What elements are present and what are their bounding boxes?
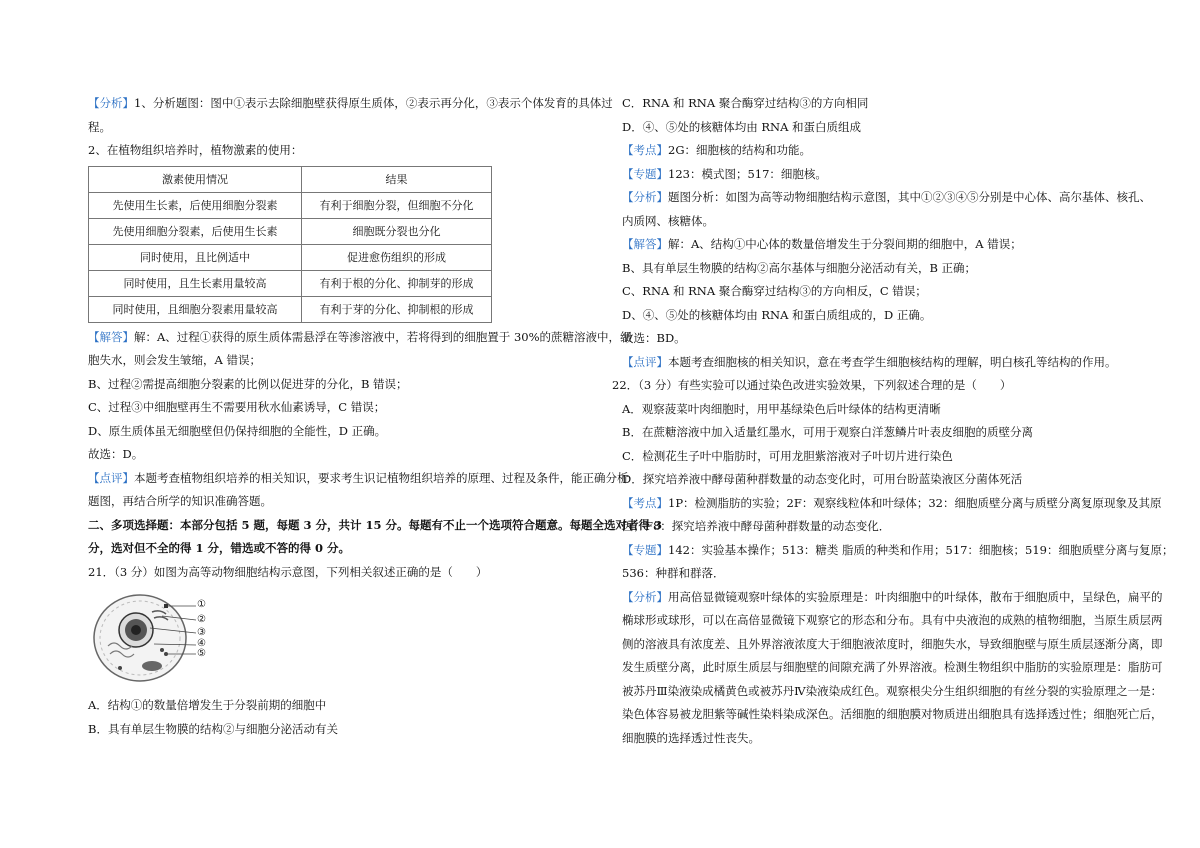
analysis-line-2: 程。	[88, 119, 111, 134]
comment-line-1: 【点评】本题考查植物组织培养的相关知识，要求考生识记植物组织培养的原理、过程及条件，能正确分析	[88, 470, 629, 485]
table-cell: 同时使用，且比例适中	[89, 244, 302, 270]
figure-label-1: ①	[197, 599, 206, 610]
table-cell: 同时使用，且生长素用量较高	[89, 270, 302, 296]
option-b: B．具有单层生物膜的结构②与细胞分泌活动有关	[88, 721, 338, 736]
kaodian2-line-2: 因；F8：探究培养液中酵母菌种群数量的动态变化．	[622, 519, 891, 533]
analysis2-line-1: 【分析】用高倍显微镜观察叶绿体的实验原理是：叶肉细胞中的叶绿体，散布于细胞质中，呈绿色，扁平的	[622, 589, 1163, 604]
analysis2-line-3: 侧的溶液具有浓度差、且外界溶液浓度大于细胞液浓度时，细胞失水，导致细胞壁与原生质层逐渐分离，即	[622, 636, 1163, 651]
figure-label-5: ⑤	[197, 648, 206, 659]
figure-label-2: ②	[197, 614, 206, 625]
analysis-tag: 【分析】	[622, 190, 668, 204]
option-d: D．④、⑤处的核糖体均由 RNA 和蛋白质组成	[622, 119, 862, 134]
table-cell: 同时使用，且细胞分裂素用量较高	[89, 296, 302, 322]
table-cell: 有利于芽的分化、抑制根的形成	[302, 296, 492, 322]
kaodian-line: 【考点】2G：细胞核的结构和功能。	[622, 143, 812, 157]
table-cell: 先使用细胞分裂素，后使用生长素	[89, 218, 302, 244]
table-row	[89, 244, 492, 270]
option-a: A．结构①的数量倍增发生于分裂前期的细胞中	[88, 698, 327, 712]
kaodian2-line-1: 【考点】1P：检测脂肪的实验；2F：观察线粒体和叶绿体；32：细胞质壁分离与质壁分离复原现象及其原	[622, 495, 1162, 510]
answer-choice: 故选：BD。	[622, 331, 686, 345]
kaodian-tag: 【考点】	[622, 143, 668, 157]
comment-tag: 【点评】	[622, 354, 668, 369]
right-column	[612, 92, 1174, 750]
analysis-tag: 【分析】	[88, 96, 134, 110]
answer-tag: 【解答】	[622, 237, 668, 251]
kaodian-tag: 【考点】	[622, 495, 668, 510]
analysis2-line-2: 椭球形或球形，可以在高倍显微镜下观察它的形态和分布。具有中央液泡的成熟的植物细胞，当原生质层两	[622, 613, 1163, 627]
zhuanti2-line-2: 536：种群和群落．	[622, 566, 725, 580]
question-21: 21．（3 分）如图为高等动物细胞结构示意图，下列相关叙述正确的是（ ）	[88, 564, 488, 579]
answer-c: C、RNA 和 RNA 聚合酶穿过结构③的方向相反，C 错误；	[622, 284, 927, 298]
analysis-line-1: 【分析】题图分析：如图为高等动物细胞结构示意图，其中①②③④⑤分别是中心体、高尔基体、核孔、	[622, 190, 1151, 204]
option-c: C．RNA 和 RNA 聚合酶穿过结构③的方向相同	[622, 96, 869, 110]
figure-label-4: ④	[197, 638, 206, 649]
question-22: 22．（3 分）有些实验可以通过染色改进实验效果，下列叙述合理的是（ ）	[612, 378, 1012, 392]
analysis-line-2: 内质网、核糖体。	[622, 213, 714, 228]
analysis2-line-7: 细胞膜的选择透过性丧失。	[622, 730, 760, 745]
answer-c: C、过程③中细胞壁再生不需要用秋水仙素诱导，C 错误；	[88, 400, 386, 414]
zhuanti-line: 【专题】123：模式图；517：细胞核。	[622, 166, 827, 181]
q22-option-c: C．检测花生子叶中脂肪时，可用龙胆紫溶液对子叶切片进行染色	[622, 448, 953, 463]
table-header: 激素使用情况	[89, 166, 302, 192]
table-cell: 有利于细胞分裂，但细胞不分化	[302, 192, 492, 218]
table-cell: 细胞既分裂也分化	[302, 218, 492, 244]
table-cell: 先使用生长素，后使用细胞分裂素	[89, 192, 302, 218]
item-2: 2、在植物组织培养时，植物激素的使用：	[88, 143, 303, 157]
section-heading-2: 分，选对但不全的得 1 分，错选或不答的得 0 分。	[88, 541, 351, 555]
answer-d: D、④、⑤处的核糖体均由 RNA 和蛋白质组成的，D 正确。	[622, 307, 932, 322]
comment-line: 【点评】本题考查细胞核的相关知识，意在考查学生细胞核结构的理解，明白核孔等结构的作用。	[622, 354, 1117, 369]
table-row	[89, 296, 492, 322]
zhuanti2-line-1: 【专题】142：实验基本操作；513：糖类 脂质的种类和作用；517：细胞核；519：细胞质壁分离与复原；	[622, 542, 1174, 557]
analysis2-line-5: 被苏丹Ⅲ染液染成橘黄色或被苏丹Ⅳ染液染成红色。观察根尖分生组织细胞的有丝分裂的实验原理之一是：	[622, 683, 1163, 698]
hormone-table	[88, 166, 492, 323]
table-header: 结果	[302, 166, 492, 192]
analysis2-line-4: 发生质壁分离，此时原生质层与细胞壁的间隙充满了外界溶液。检测生物组织中脂肪的实验原理是：脂肪可	[622, 660, 1163, 674]
table-header-row	[89, 166, 492, 192]
q22-option-b: B．在蔗糖溶液中加入适量红墨水，可用于观察白洋葱鳞片叶表皮细胞的质壁分离	[622, 425, 1033, 439]
cell-diagram	[90, 588, 220, 688]
table-cell: 有利于根的分化、抑制芽的形成	[302, 270, 492, 296]
figure-label-3: ③	[197, 627, 206, 638]
answer-choice: 故选：D。	[88, 447, 144, 461]
analysis2-line-6: 染色体容易被龙胆紫等碱性染料染成深色。活细胞的细胞膜对物质进出细胞具有选择透过性；细胞死亡后，	[622, 707, 1163, 721]
answer-b: B、过程②需提高细胞分裂素的比例以促进芽的分化，B 错误；	[88, 376, 408, 391]
table-row	[89, 218, 492, 244]
answer-line-2: 胞失水，则会发生皱缩，A 错误；	[88, 353, 261, 367]
answer-b: B、具有单层生物膜的结构②高尔基体与细胞分泌活动有关，B 正确；	[622, 260, 977, 275]
answer-line-1: 【解答】解：A、结构①中心体的数量倍增发生于分裂间期的细胞中，A 错误；	[622, 237, 1022, 251]
section-heading-1: 二、多项选择题：本部分包括 5 题，每题 3 分，共计 15 分。每题有不止一个选项符合题意。每题全选对者得 3	[88, 517, 663, 532]
analysis-tag: 【分析】	[622, 589, 668, 604]
analysis-line-1: 【分析】1、分析题图：图中①表示去除细胞壁获得原生质体，②表示再分化，③表示个体发育的具体过	[88, 96, 613, 110]
table-row	[89, 270, 492, 296]
table-row	[89, 192, 492, 218]
zhuanti-tag: 【专题】	[622, 542, 668, 557]
comment-tag: 【点评】	[88, 470, 134, 485]
answer-tag: 【解答】	[88, 329, 134, 344]
q22-option-a: A．观察菠菜叶肉细胞时，用甲基绿染色后叶绿体的结构更清晰	[622, 401, 941, 416]
zhuanti-tag: 【专题】	[622, 166, 668, 181]
q22-option-d: D．探究培养液中酵母菌种群数量的动态变化时，可用台盼蓝染液区分菌体死活	[622, 472, 1023, 486]
answer-line-1: 【解答】解：A、过程①获得的原生质体需悬浮在等渗溶液中，若将得到的细胞置于 30%的蔗糖溶液中，细	[88, 329, 632, 344]
comment-line-2: 题图，再结合所学的知识准确答题。	[88, 494, 272, 508]
table-cell: 促进愈伤组织的形成	[302, 244, 492, 270]
answer-d: D、原生质体虽无细胞壁但仍保持细胞的全能性，D 正确。	[88, 423, 387, 438]
